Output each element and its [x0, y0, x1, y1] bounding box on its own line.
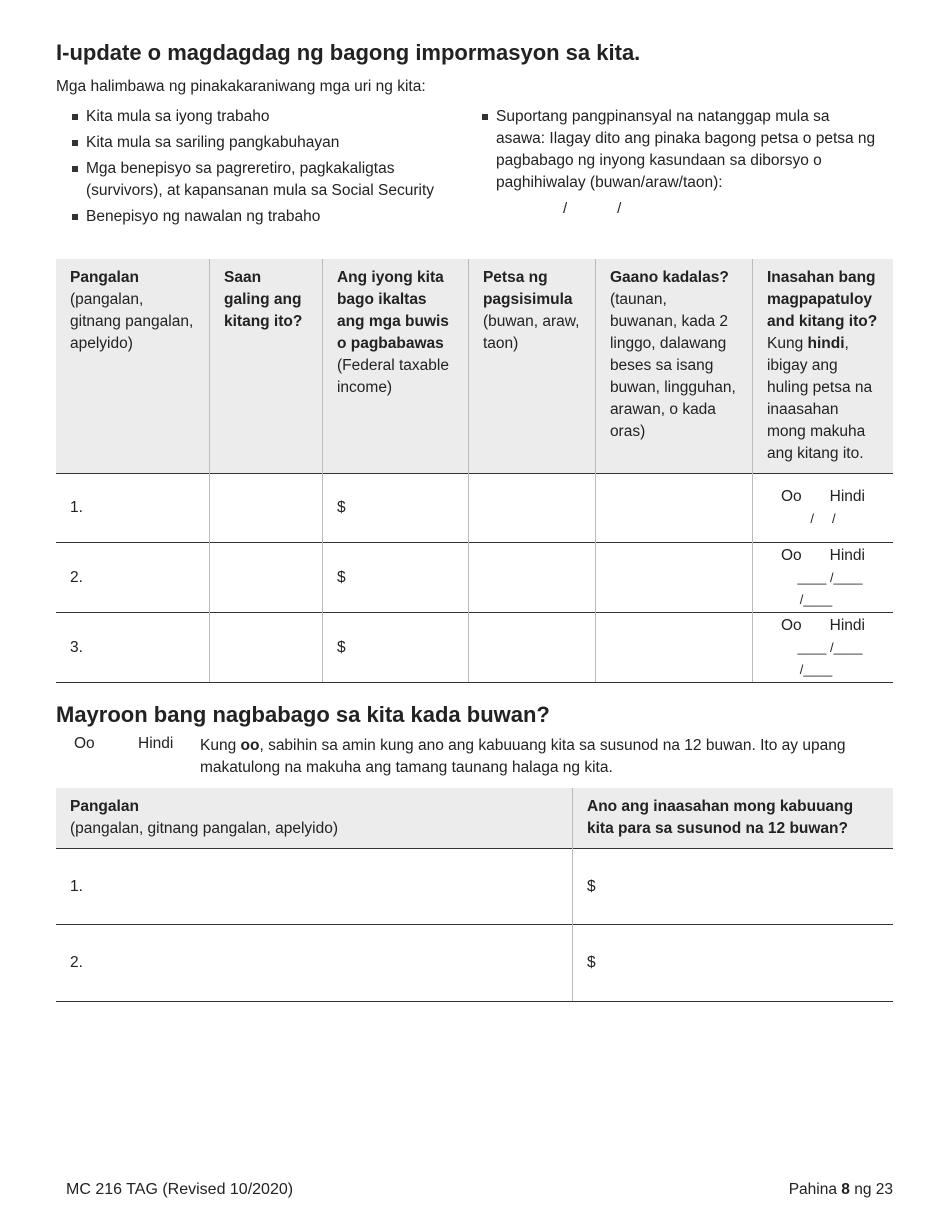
- end-date-field[interactable]: ____ /____ /____: [797, 569, 863, 607]
- monthly-change-instructions: Kung oo, sabihin sa amin kung ano ang kabuuang kita sa susunod na 12 buwan. Ito ay upang makatulong na makuha ang tamang taunang halaga ng kita.: [200, 737, 846, 776]
- row-number: 1.: [56, 474, 209, 543]
- spousal-support-list: [480, 106, 880, 198]
- no-option[interactable]: Hindi: [829, 546, 865, 564]
- list-item: Kita mula sa sariling pangkabuhayan: [70, 132, 460, 154]
- table-row: [56, 613, 893, 683]
- income-cell[interactable]: $: [322, 474, 468, 543]
- col-header-expected-income: Ano ang inaasahan mong kabuuang kita para sa susunod na 12 buwan?: [573, 788, 894, 849]
- no-option[interactable]: Hindi: [829, 488, 865, 505]
- col-header-name: Pangalan (pangalan, gitnang pangalan, apelyido): [56, 788, 573, 849]
- col-header-income: Ang iyong kita bago ikaltas ang mga buwis o pagbabawas (Federal taxable income): [322, 259, 468, 474]
- name-cell[interactable]: 2.: [56, 925, 573, 1002]
- frequency-cell[interactable]: [595, 474, 752, 543]
- date-blank: / /: [563, 200, 622, 217]
- table-row: [56, 474, 893, 543]
- col-header-source: Saan galing ang kitang ito?: [209, 259, 322, 474]
- start-date-cell[interactable]: [468, 474, 595, 543]
- section-title-monthly-change: Mayroon bang nagbabago sa kita kada buwan?: [56, 702, 550, 727]
- expected-income-cell[interactable]: $: [573, 849, 894, 925]
- table-row: [56, 925, 893, 1002]
- col-header-name: Pangalan (pangalan, gitnang pangalan, apelyido): [56, 259, 209, 474]
- no-option[interactable]: Hindi: [138, 735, 174, 752]
- continue-cell: [752, 613, 893, 683]
- divorce-date-field[interactable]: [495, 200, 621, 217]
- table-row: [56, 849, 893, 925]
- list-item: Kita mula sa iyong trabaho: [70, 106, 460, 128]
- table-row: [56, 543, 893, 613]
- income-cell[interactable]: $: [322, 543, 468, 613]
- start-date-cell[interactable]: [468, 543, 595, 613]
- yes-option[interactable]: Oo: [780, 488, 802, 505]
- expected-income-cell[interactable]: $: [573, 925, 894, 1002]
- frequency-cell[interactable]: [595, 543, 752, 613]
- source-cell[interactable]: [209, 613, 322, 683]
- col-header-continue: Inasahan bang magpapatuloy and kitang ito? Kung hindi, ibigay ang huling petsa na inaasahan mong makuha ang kitang ito.: [752, 259, 893, 474]
- frequency-cell[interactable]: [595, 613, 752, 683]
- section-title-income: I-update o magdagdag ng bagong impormasyon sa kita.: [56, 40, 641, 65]
- list-item: Benepisyo ng nawalan ng trabaho: [70, 206, 460, 228]
- col-header-frequency: Gaano kadalas? (taunan, buwanan, kada 2 linggo, dalawang beses sa isang buwan, lingguhan, arawan, o kada oras): [595, 259, 752, 474]
- list-item: Mga benepisyo sa pagreretiro, pagkakaligtas (survivors), at kapansanan mula sa Social Security: [70, 158, 460, 202]
- income-cell[interactable]: $: [322, 613, 468, 683]
- form-number: MC 216 TAG (Revised 10/2020): [66, 1181, 294, 1198]
- income-types-list: [70, 106, 460, 232]
- end-date-field[interactable]: ____ /____ /____: [797, 639, 863, 677]
- name-cell[interactable]: 1.: [56, 849, 573, 925]
- continue-cell: [752, 474, 893, 543]
- source-cell[interactable]: [209, 543, 322, 613]
- annual-income-table: [56, 788, 893, 1002]
- source-cell[interactable]: [209, 474, 322, 543]
- yes-option[interactable]: Oo: [780, 616, 802, 634]
- intro-text: Mga halimbawa ng pinakakaraniwang mga uri ng kita:: [56, 78, 426, 95]
- no-option[interactable]: Hindi: [829, 616, 865, 634]
- col-header-start-date: Petsa ng pagsisimula (buwan, araw, taon): [468, 259, 595, 474]
- end-date-field[interactable]: / /: [810, 511, 836, 526]
- start-date-cell[interactable]: [468, 613, 595, 683]
- row-number: 2.: [56, 543, 209, 613]
- row-number: 3.: [56, 613, 209, 683]
- yes-option[interactable]: Oo: [74, 735, 95, 752]
- income-table: [56, 259, 893, 683]
- page-number: Pahina 8 ng 23: [788, 1181, 893, 1198]
- yes-option[interactable]: Oo: [780, 546, 802, 564]
- list-item: Suportang pangpinansyal na natanggap mula sa asawa: Ilagay dito ang pinaka bagong petsa o petsa ng pagbabago ng inyong kasundaan sa diborsyo o paghihiwalay (buwan/araw/taon):: [480, 106, 880, 194]
- continue-cell: [752, 543, 893, 613]
